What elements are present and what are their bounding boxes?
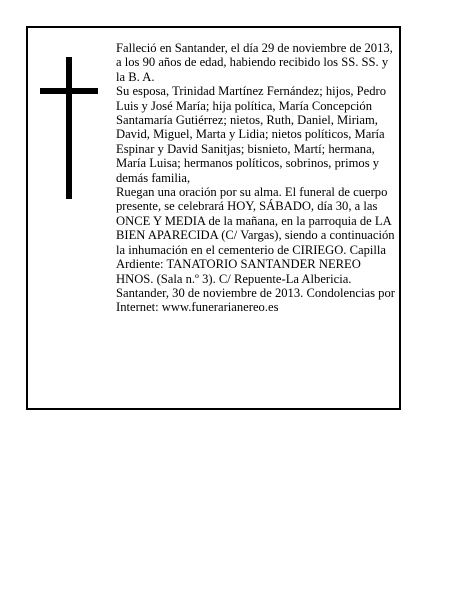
funeral-details: Ruegan una oración por su alma. El funeral de cuerpo presente, se celebrará HOY, SÁBADO, día 30, a las ONCE Y MEDIA de la mañana, en la parroquia de LA BIEN APARECIDA (C/ Vargas), siendo a continuación la inhumación en el cementerio de CIRIEGO. Capilla Ardiente: TANATORIO SANTANDER NEREO HNOS. (Sala n.º 3). C/ Repuente-La Albericia. Santander, 30 de noviembre de 2013. Condolencias por Internet: www.funerarianereo.es <box>116 185 395 315</box>
cross-vertical-bar <box>66 57 72 199</box>
obituary-notice <box>26 26 401 410</box>
death-announcement: Falleció en Santander, el día 29 de noviembre de 2013, a los 90 años de edad, habiendo recibido los SS. SS. y la B. A. <box>116 41 393 84</box>
latin-cross-icon <box>40 57 98 199</box>
cross-horizontal-bar <box>40 88 98 94</box>
obituary-text <box>116 41 396 315</box>
family-list: Su esposa, Trinidad Martínez Fernández; hijos, Pedro Luis y José María; hija política, María Concepción Santamaría Gutiérrez; nietos, Ruth, Daniel, Miriam, David, Miguel, Marta y Lidia; nietos políticos, María Espinar y David Sanitjas; bisnieto, Martí; hermana, María Luisa; hermanos políticos, sobrinos, primos y demás familia, <box>116 84 387 185</box>
